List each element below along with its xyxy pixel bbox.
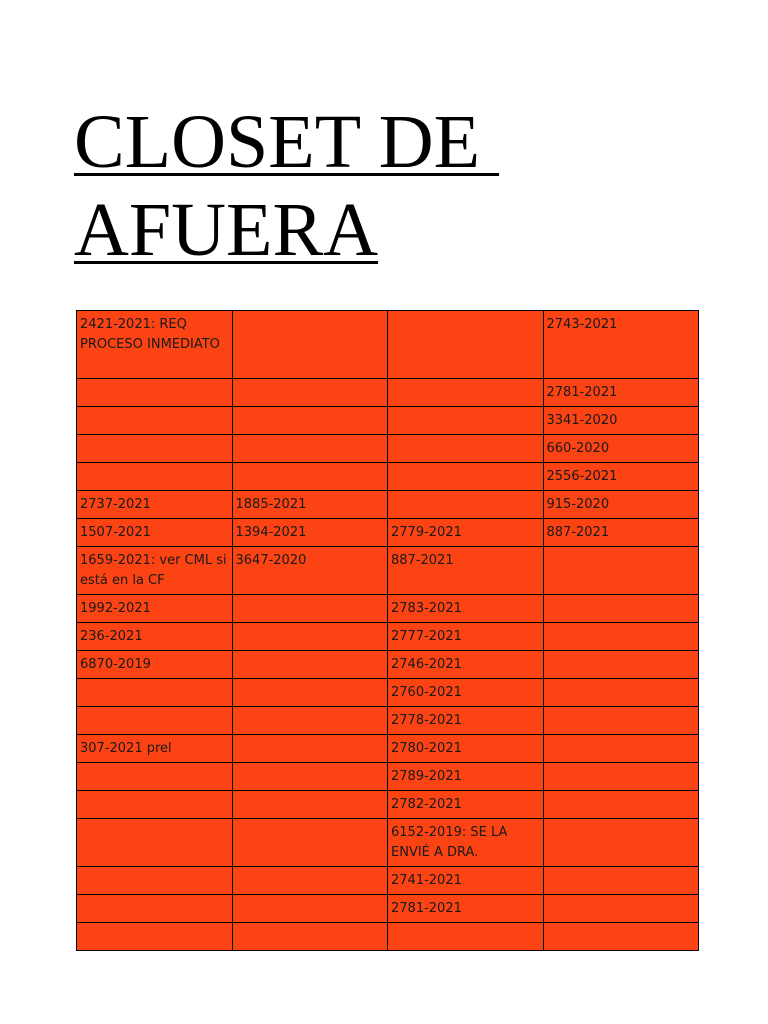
table-cell [232,923,388,951]
table-row [77,707,699,735]
table-cell: 1507-2021 [77,519,233,547]
table-cell [232,819,388,867]
table-cell [543,763,699,791]
table-cell [77,867,233,895]
table-row [77,463,699,491]
table-cell: 6870-2019 [77,651,233,679]
table-cell [543,595,699,623]
table-row [77,679,699,707]
table-cell [388,463,544,491]
table-cell: 2783-2021 [388,595,544,623]
table-cell: 887-2021 [388,547,544,595]
table-cell [77,791,233,819]
table-cell [543,867,699,895]
table-row [77,819,699,867]
table-row [77,923,699,951]
table-row [77,735,699,763]
table-row [77,491,699,519]
table-cell [77,435,233,463]
table-cell: 2782-2021 [388,791,544,819]
table-cell: 660-2020 [543,435,699,463]
table-cell: 2779-2021 [388,519,544,547]
table-cell [232,895,388,923]
table-cell [232,595,388,623]
table-cell: 2741-2021 [388,867,544,895]
table-cell: 2781-2021 [543,379,699,407]
table-cell: 2789-2021 [388,763,544,791]
table-cell [77,679,233,707]
table-row [77,791,699,819]
table-cell: 2421-2021: REQ PROCESO INMEDIATO [77,311,233,379]
table-cell [543,791,699,819]
table-cell: 2556-2021 [543,463,699,491]
table-cell: 1394-2021 [232,519,388,547]
table-cell [388,311,544,379]
table-cell [77,763,233,791]
table-cell: 1992-2021 [77,595,233,623]
table-cell: 2743-2021 [543,311,699,379]
table-row [77,547,699,595]
table-cell [543,819,699,867]
table-cell [232,679,388,707]
table-row [77,651,699,679]
table-cell [77,707,233,735]
table-cell [543,895,699,923]
table-cell: 915-2020 [543,491,699,519]
table-cell [232,407,388,435]
table-cell [543,735,699,763]
table-row [77,895,699,923]
table-cell [232,735,388,763]
table-cell [388,491,544,519]
table-cell [232,867,388,895]
table-cell [543,623,699,651]
table-cell [388,923,544,951]
table-cell [543,923,699,951]
table-cell: 3341-2020 [543,407,699,435]
table-cell [77,379,233,407]
page-title-line-2: AFUERA [74,188,379,272]
table-cell: 887-2021 [543,519,699,547]
table-cell [232,707,388,735]
table-cell: 307-2021 prel [77,735,233,763]
table-cell [77,407,233,435]
table-cell [77,819,233,867]
table-row [77,595,699,623]
table-cell [388,379,544,407]
table-cell: 2737-2021 [77,491,233,519]
table-cell: 2781-2021 [388,895,544,923]
table-cell [388,407,544,435]
table-cell [232,763,388,791]
table-cell: 1885-2021 [232,491,388,519]
page-title-line-1: CLOSET DE [74,100,500,184]
table-row [77,519,699,547]
table-cell [232,791,388,819]
table-cell: 3647-2020 [232,547,388,595]
table-cell: 2777-2021 [388,623,544,651]
table-cell [232,463,388,491]
table-row [77,623,699,651]
table-cell [77,923,233,951]
table-cell [388,435,544,463]
table-row [77,763,699,791]
table-row [77,435,699,463]
table-cell [232,623,388,651]
table-cell: 2778-2021 [388,707,544,735]
table-cell [77,463,233,491]
table-cell [232,435,388,463]
table-cell [543,707,699,735]
table-row [77,867,699,895]
table-cell [543,651,699,679]
table-cell: 2780-2021 [388,735,544,763]
table-cell: 2746-2021 [388,651,544,679]
table-cell [543,679,699,707]
page-title [74,98,499,274]
table-cell: 6152-2019: SE LA ENVIÉ A DRA. [388,819,544,867]
table-cell: 236-2021 [77,623,233,651]
table-row [77,379,699,407]
table-cell [543,547,699,595]
table-row [77,311,699,379]
table-cell [232,311,388,379]
table-cell [77,895,233,923]
table-cell: 1659-2021: ver CML si está en la CF [77,547,233,595]
table-cell [232,379,388,407]
table-cell [232,651,388,679]
case-number-table [76,310,699,951]
table-cell: 2760-2021 [388,679,544,707]
table-row [77,407,699,435]
